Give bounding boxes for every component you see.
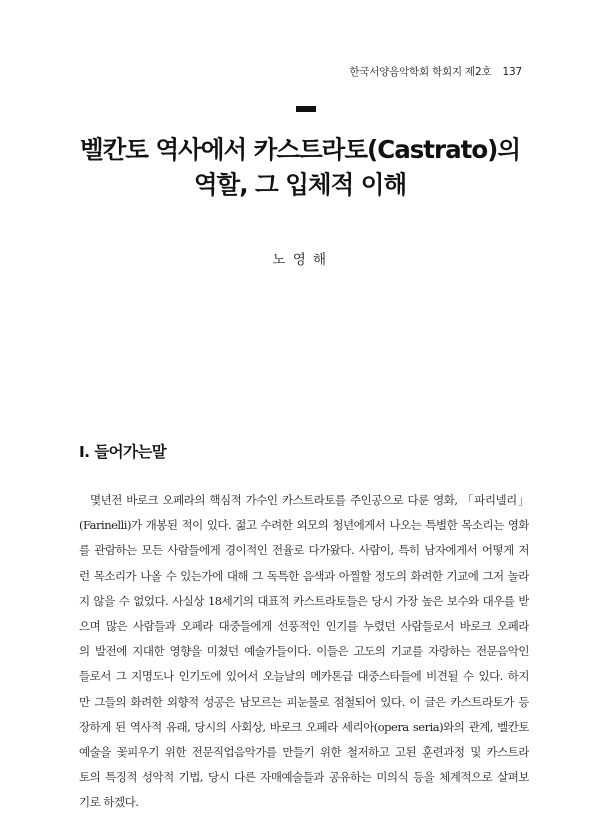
article-title-line-2: 역할, 그 입체적 이해 [193,170,407,199]
title-ornament-bar [296,106,316,112]
body-line: 예술을 꽃피우기 위한 전문직업음악가를 만들기 위한 철저하고 고된 훈련과정 및 카스트라 [79,744,529,759]
page-number: 137 [502,66,522,78]
body-paragraph [79,488,529,815]
body-line: 만 그들의 화려한 외향적 성공은 남모르는 피눈물로 점철되어 있다. 이 글은 카스트라토가 등 [79,694,529,709]
body-line: 토의 특징적 성악적 기법, 당시 다른 자매예술들과 공유하는 미의식 등을 체계적으로 살펴보 [79,770,529,785]
body-line: 의 발전에 지대한 영향을 미쳤던 예술가들이다. 이들은 고도의 기교를 자랑하는 전문음악인 [79,644,529,659]
body-line: 들로서 그 지명도나 인기도에 있어서 오늘날의 메카톤급 대중스타들에 비견될 수 있다. 하지 [79,669,529,684]
body-line: 으며 많은 사람들과 오페라 대중들에게 선풍적인 인기를 누렸던 사람들로서 바로크 오페라 [79,618,529,633]
journal-name: 한국서양음악학회 학회지 제2호 [349,66,492,78]
running-head [349,64,522,79]
author-name: 노 영 해 [272,252,328,268]
body-line: 몇년전 바로크 오페라의 핵심적 가수인 카스트라토를 주인공으로 다룬 영화, 「파리넬리」 [90,493,529,507]
body-line: 를 관람하는 모든 사람들에게 경이적인 전율로 다가왔다. 사람이, 특히 남자에게서 어떻게 저 [79,543,529,558]
section-heading: I. 들어가는말 [79,443,167,461]
article-title-line-1: 벨칸토 역사에서 카스트라토(Castrato)의 [79,135,521,164]
article-title [40,132,560,202]
body-line: 기로 하겠다. [79,795,139,810]
body-line: 지 않을 수 없었다. 사실상 18세기의 대표적 카스트라토들은 당시 가장 높은 보수와 대우를 받 [79,593,529,608]
body-line: 런 목소리가 나올 수 있는가에 대해 그 독특한 음색과 아찔할 정도의 화려한 기교에 그저 놀라 [79,568,529,583]
body-line: 장하게 된 역사적 유래, 당시의 사회상, 바로크 오페라 세리아(opera seria)와의 관계, 벨칸토 [79,719,529,734]
body-line: (Farinelli)가 개봉된 적이 있다. 젊고 수려한 외모의 청년에게서 나오는 특별한 목소리는 영화 [79,518,529,533]
